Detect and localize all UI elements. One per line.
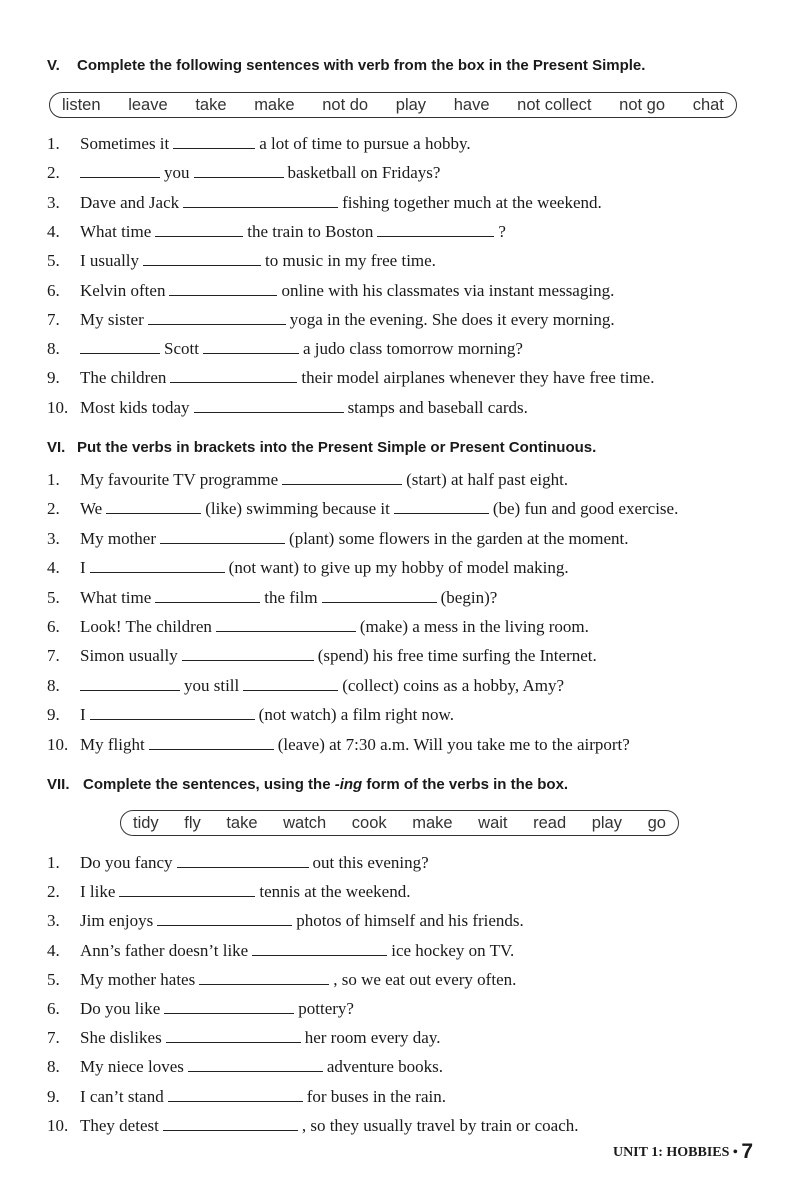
item-text: I bbox=[80, 705, 86, 725]
exercise-item bbox=[47, 1028, 441, 1048]
item-number: 8. bbox=[47, 339, 60, 359]
exercise-item bbox=[47, 281, 614, 301]
answer-blank[interactable] bbox=[252, 941, 387, 956]
answer-blank[interactable] bbox=[80, 163, 160, 178]
page-number: 7 bbox=[741, 1140, 753, 1163]
word-box-word: fly bbox=[184, 813, 201, 832]
section-5-heading bbox=[47, 57, 645, 74]
word-box-word: cook bbox=[351, 813, 387, 832]
answer-blank[interactable] bbox=[168, 1087, 303, 1102]
item-number: 6. bbox=[47, 999, 60, 1018]
item-text: to music in my free time. bbox=[265, 251, 436, 271]
exercise-item bbox=[47, 193, 602, 213]
section-5-title: Complete the following sentences with verb from the box in the Present Simple. bbox=[77, 57, 646, 74]
word-box-word: take bbox=[195, 95, 227, 114]
item-text: I usually bbox=[80, 251, 140, 271]
word-box-word: play bbox=[395, 95, 427, 114]
exercise-item bbox=[47, 310, 615, 330]
exercise-item bbox=[47, 676, 564, 696]
item-number: 9. bbox=[47, 1086, 60, 1106]
item-number: 1. bbox=[47, 853, 60, 872]
answer-blank[interactable] bbox=[119, 882, 255, 897]
section-7-title-italic: -ing bbox=[334, 776, 363, 793]
item-text: My favourite TV programme bbox=[80, 470, 279, 489]
answer-blank[interactable] bbox=[194, 163, 284, 178]
answer-blank[interactable] bbox=[169, 281, 277, 296]
section-6-title: Put the verbs in brackets into the Present Simple or Present Continuous. bbox=[77, 439, 597, 456]
item-text: stamps and baseball cards. bbox=[347, 397, 528, 417]
word-box-word: play bbox=[591, 813, 622, 832]
item-text: the film bbox=[264, 587, 318, 607]
exercise-item bbox=[47, 470, 568, 490]
item-number: 7. bbox=[47, 1028, 60, 1048]
item-number: 10. bbox=[47, 397, 69, 417]
word-box-word: wait bbox=[478, 813, 508, 832]
item-number: 3. bbox=[47, 528, 60, 548]
answer-blank[interactable] bbox=[188, 1057, 323, 1072]
item-number: 4. bbox=[47, 558, 60, 578]
item-number: 3. bbox=[47, 911, 60, 931]
answer-blank[interactable] bbox=[377, 222, 494, 237]
answer-blank[interactable] bbox=[394, 499, 489, 514]
page-footer bbox=[613, 1140, 753, 1164]
item-text: Do you fancy bbox=[80, 853, 173, 872]
item-text: fishing together much at the weekend. bbox=[342, 192, 602, 212]
item-number: 8. bbox=[47, 675, 60, 695]
exercise-item bbox=[47, 1116, 578, 1136]
exercise-item bbox=[47, 911, 524, 931]
item-text: (be) fun and good exercise. bbox=[492, 499, 679, 519]
item-text: My mother bbox=[80, 528, 157, 548]
item-text: you still bbox=[184, 675, 240, 695]
item-text: (spend) his free time surfing the Internet. bbox=[317, 646, 597, 666]
item-number: 7. bbox=[47, 309, 60, 329]
exercise-item bbox=[47, 705, 454, 725]
answer-blank[interactable] bbox=[199, 970, 329, 985]
word-box-word: watch bbox=[283, 813, 327, 832]
answer-blank[interactable] bbox=[177, 853, 309, 868]
word-box-word: tidy bbox=[133, 813, 159, 832]
item-number: 2. bbox=[47, 163, 60, 183]
item-text: They detest bbox=[80, 1115, 159, 1135]
item-text: What time bbox=[80, 587, 152, 607]
item-text: Scott bbox=[164, 339, 199, 359]
item-text: Sometimes it bbox=[80, 134, 170, 153]
answer-blank[interactable] bbox=[149, 735, 274, 750]
item-text: tennis at the weekend. bbox=[259, 882, 411, 902]
word-box-word: take bbox=[226, 813, 258, 832]
answer-blank[interactable] bbox=[157, 911, 292, 926]
item-text: I like bbox=[80, 882, 116, 902]
item-text: a lot of time to pursue a hobby. bbox=[259, 134, 471, 153]
answer-blank[interactable] bbox=[90, 705, 255, 720]
item-text: Simon usually bbox=[80, 646, 178, 666]
item-text: for buses in the rain. bbox=[306, 1086, 446, 1106]
answer-blank[interactable] bbox=[243, 676, 338, 691]
item-number: 5. bbox=[47, 251, 60, 271]
item-text: , so they usually travel by train or coach. bbox=[301, 1115, 579, 1135]
item-text: adventure books. bbox=[326, 1057, 443, 1077]
item-number: 4. bbox=[47, 940, 60, 960]
answer-blank[interactable] bbox=[183, 193, 338, 208]
exercise-item bbox=[47, 999, 354, 1019]
section-7-number: VII. bbox=[47, 776, 70, 793]
section-6-heading bbox=[47, 439, 596, 456]
exercise-item bbox=[47, 368, 654, 388]
answer-blank[interactable] bbox=[148, 310, 286, 325]
item-number: 1. bbox=[47, 134, 60, 153]
item-text: (start) at half past eight. bbox=[406, 470, 569, 489]
exercise-item bbox=[47, 398, 528, 418]
item-text: ice hockey on TV. bbox=[391, 940, 515, 960]
item-text: (leave) at 7:30 a.m. Will you take me to the airport? bbox=[277, 734, 630, 754]
item-text: Jim enjoys bbox=[80, 911, 154, 931]
item-text: photos of himself and his friends. bbox=[296, 911, 524, 931]
item-text: Ann’s father doesn’t like bbox=[80, 940, 249, 960]
footer-unit: UNIT 1: HOBBIES • bbox=[612, 1145, 738, 1160]
exercise-item bbox=[47, 558, 569, 578]
section-7-heading bbox=[47, 776, 568, 793]
item-text: a judo class tomorrow morning? bbox=[302, 339, 523, 359]
word-box-word: not collect bbox=[517, 95, 592, 114]
item-text: Kelvin often bbox=[80, 280, 166, 300]
item-text: We bbox=[80, 499, 103, 519]
answer-blank[interactable] bbox=[163, 1116, 298, 1131]
exercise-item bbox=[47, 251, 436, 271]
answer-blank[interactable] bbox=[106, 499, 201, 514]
answer-blank[interactable] bbox=[80, 339, 160, 354]
item-text: Look! The children bbox=[80, 617, 212, 636]
item-text: My mother hates bbox=[80, 969, 196, 989]
item-text: (like) swimming because it bbox=[205, 499, 390, 519]
exercise-item bbox=[47, 499, 678, 519]
item-text: My flight bbox=[80, 734, 145, 754]
exercise-item bbox=[47, 588, 497, 608]
exercise-item bbox=[47, 1087, 446, 1107]
word-box-word: not go bbox=[619, 95, 666, 114]
item-text: basketball on Fridays? bbox=[287, 163, 441, 183]
answer-blank[interactable] bbox=[282, 470, 402, 485]
exercise-item bbox=[47, 1057, 443, 1077]
section-5-number: V. bbox=[47, 57, 60, 74]
item-text: her room every day. bbox=[304, 1028, 441, 1048]
word-box-word: not do bbox=[322, 95, 369, 114]
exercise-item bbox=[47, 339, 523, 359]
item-text: Most kids today bbox=[80, 397, 190, 417]
answer-blank[interactable] bbox=[166, 1028, 301, 1043]
item-number: 6. bbox=[47, 617, 60, 636]
item-text: , so we eat out every often. bbox=[333, 969, 517, 989]
word-box-word: go bbox=[647, 813, 666, 832]
item-number: 3. bbox=[47, 192, 60, 212]
item-text: (not want) to give up my hobby of model making. bbox=[228, 558, 569, 578]
answer-blank[interactable] bbox=[143, 251, 261, 266]
answer-blank[interactable] bbox=[90, 558, 225, 573]
item-text: I bbox=[80, 558, 86, 578]
exercise-item bbox=[47, 882, 410, 902]
word-box-word: listen bbox=[62, 95, 101, 114]
item-text: yoga in the evening. She does it every morning. bbox=[289, 309, 615, 329]
answer-blank[interactable] bbox=[160, 529, 285, 544]
item-number: 2. bbox=[47, 882, 60, 902]
item-text: (not watch) a film right now. bbox=[258, 705, 454, 725]
word-box-word: chat bbox=[692, 95, 724, 114]
section-6-number: VI. bbox=[47, 439, 66, 456]
item-number: 9. bbox=[47, 705, 60, 725]
exercise-item bbox=[47, 163, 440, 183]
exercise-item bbox=[47, 529, 628, 549]
word-box-section-7 bbox=[120, 810, 679, 836]
word-box-word: read bbox=[533, 813, 567, 832]
section-7-title-after: form of the verbs in the box. bbox=[362, 776, 569, 793]
item-text: (plant) some flowers in the garden at the moment. bbox=[289, 528, 629, 548]
item-number: 4. bbox=[47, 221, 60, 241]
item-number: 8. bbox=[47, 1057, 60, 1077]
exercise-item bbox=[47, 941, 514, 961]
item-number: 5. bbox=[47, 969, 60, 989]
answer-blank[interactable] bbox=[322, 588, 437, 603]
item-text: (collect) coins as a hobby, Amy? bbox=[342, 675, 564, 695]
item-text: (begin)? bbox=[440, 587, 498, 607]
item-text: online with his classmates via instant messaging. bbox=[281, 280, 615, 300]
answer-blank[interactable] bbox=[164, 999, 294, 1014]
item-text: the train to Boston bbox=[247, 221, 374, 241]
item-text: ? bbox=[498, 221, 506, 241]
item-text: out this evening? bbox=[312, 853, 429, 872]
answer-blank[interactable] bbox=[155, 588, 260, 603]
exercise-item bbox=[47, 735, 630, 755]
exercise-item bbox=[47, 970, 516, 990]
exercise-item bbox=[47, 617, 589, 637]
section-7-title-before: Complete the sentences, using the bbox=[83, 776, 335, 793]
item-text: The children bbox=[80, 368, 167, 388]
word-box-section-5 bbox=[49, 92, 737, 118]
exercise-item bbox=[47, 134, 471, 154]
word-box-word: leave bbox=[128, 95, 168, 114]
item-number: 7. bbox=[47, 646, 60, 666]
word-box-word: make bbox=[412, 813, 453, 832]
item-text: (make) a mess in the living room. bbox=[359, 617, 589, 636]
exercise-item bbox=[47, 646, 597, 666]
word-box-word: have bbox=[453, 95, 490, 114]
answer-blank[interactable] bbox=[173, 134, 255, 149]
answer-blank[interactable] bbox=[155, 222, 243, 237]
item-text: Dave and Jack bbox=[80, 192, 180, 212]
exercise-item bbox=[47, 222, 506, 242]
item-text: What time bbox=[80, 221, 152, 241]
item-text: My niece loves bbox=[80, 1057, 184, 1077]
item-text: I can’t stand bbox=[80, 1086, 164, 1106]
item-text: My sister bbox=[80, 309, 144, 329]
answer-blank[interactable] bbox=[216, 617, 356, 632]
item-text: you bbox=[164, 163, 190, 183]
answer-blank[interactable] bbox=[80, 676, 180, 691]
item-number: 10. bbox=[47, 1115, 69, 1135]
item-text: She dislikes bbox=[80, 1028, 162, 1048]
item-text: pottery? bbox=[298, 999, 354, 1018]
answer-blank[interactable] bbox=[170, 368, 297, 383]
item-number: 6. bbox=[47, 280, 60, 300]
item-number: 5. bbox=[47, 587, 60, 607]
answer-blank[interactable] bbox=[194, 398, 344, 413]
item-number: 1. bbox=[47, 470, 60, 489]
item-number: 9. bbox=[47, 368, 60, 388]
item-number: 2. bbox=[47, 499, 60, 519]
answer-blank[interactable] bbox=[203, 339, 299, 354]
item-text: their model airplanes whenever they have free time. bbox=[301, 368, 655, 388]
item-text: Do you like bbox=[80, 999, 161, 1018]
answer-blank[interactable] bbox=[182, 646, 314, 661]
exercise-item bbox=[47, 853, 429, 873]
word-box-word: make bbox=[254, 95, 295, 114]
item-number: 10. bbox=[47, 734, 69, 754]
